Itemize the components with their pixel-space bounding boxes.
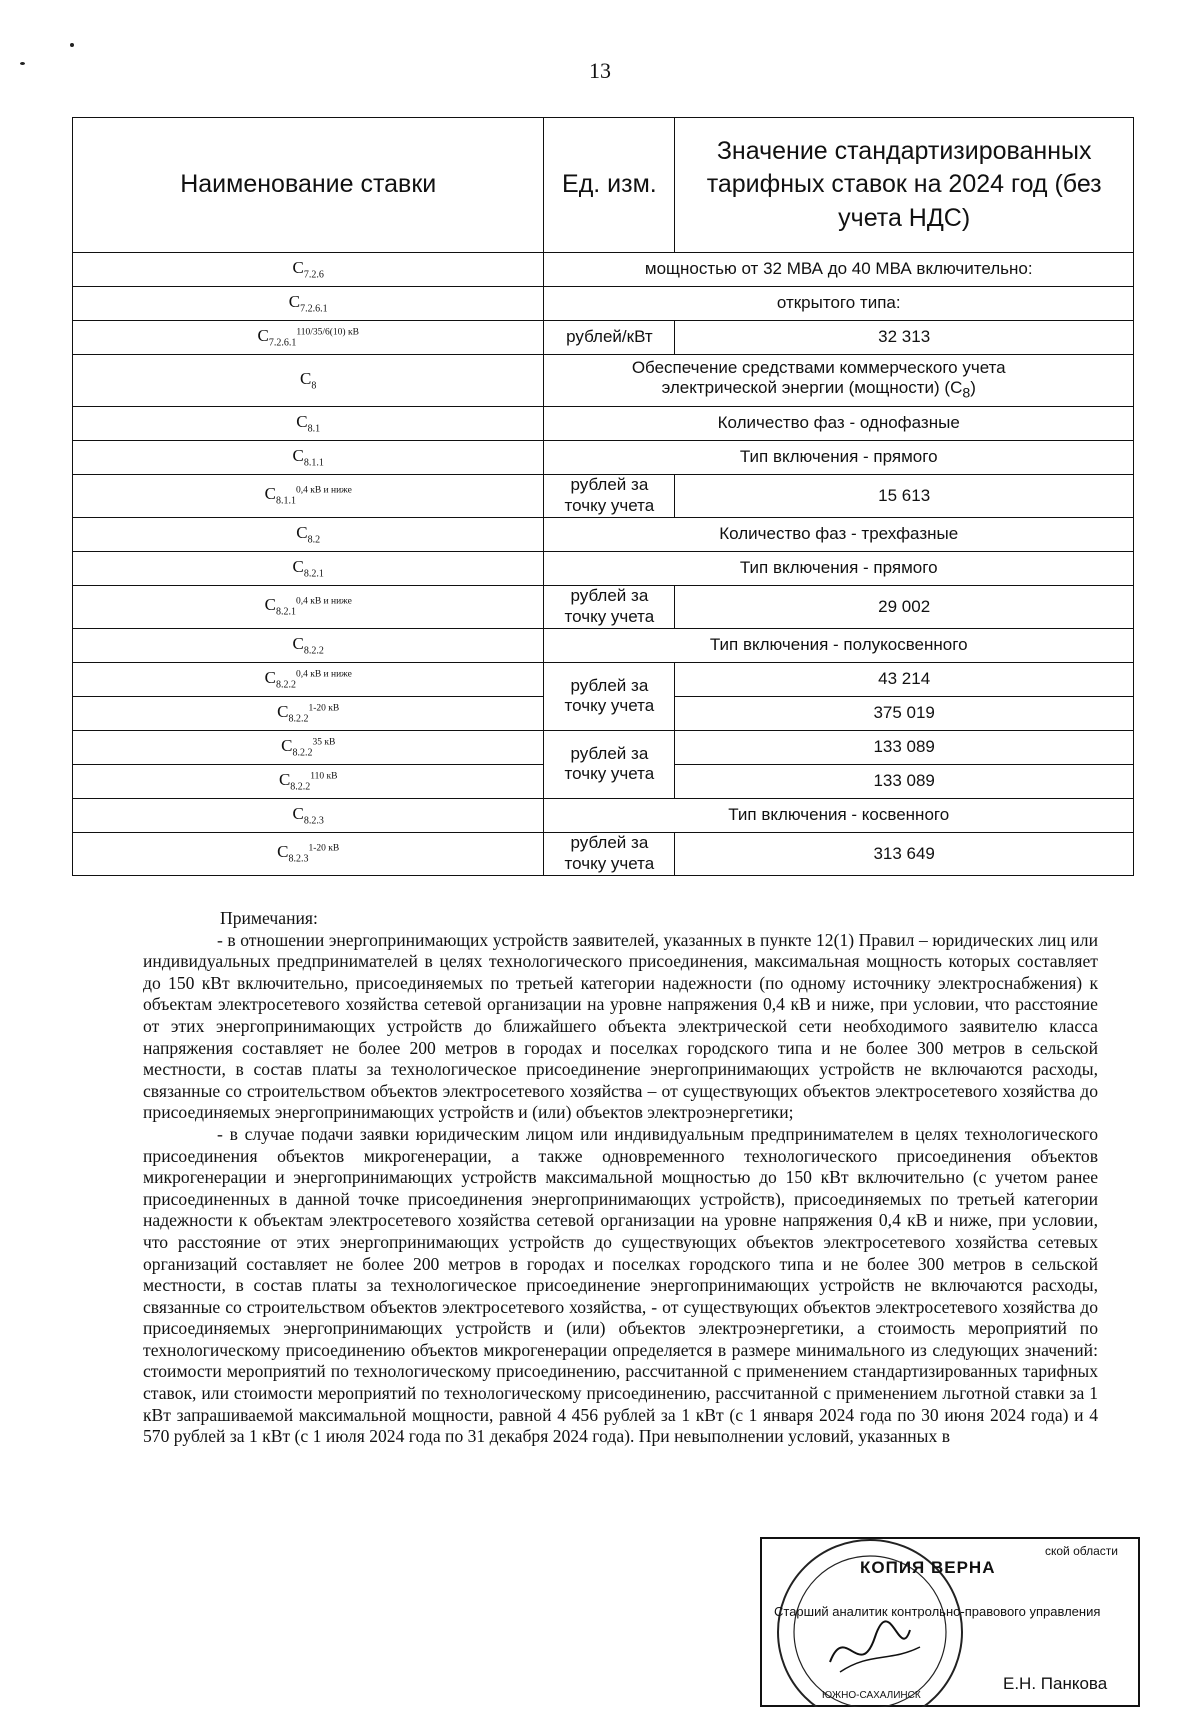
header-unit: Ед. изм. (544, 118, 675, 253)
notes-section (143, 908, 1098, 1448)
table-row (73, 287, 1134, 321)
rate-group-label: Тип включения - полукосвенного (544, 628, 1134, 662)
table-row (73, 730, 1134, 764)
rate-value: 15 613 (675, 474, 1134, 517)
table-row (73, 355, 1134, 407)
scan-speck (70, 43, 74, 47)
header-value: Значение стандартизированных тарифных ставок на 2024 год (без учета НДС) (675, 118, 1134, 253)
stamp-org-line: ской области (1045, 1544, 1118, 1558)
rate-unit: рублей за точку учета (544, 662, 675, 730)
rate-group-label: мощностью от 32 МВА до 40 МВА включительно: (544, 253, 1134, 287)
header-rate-name: Наименование ставки (73, 118, 544, 253)
table-header-row (73, 118, 1134, 253)
rate-code: $С_{8.2.2}^{35 кВ}$ (73, 730, 544, 764)
rate-value: 133 089 (675, 764, 1134, 798)
table-row (73, 406, 1134, 440)
rate-code: $С_{8.1}$ (73, 406, 544, 440)
table-row (73, 474, 1134, 517)
rate-code: $С_{8.2.1}$ (73, 551, 544, 585)
rate-unit: рублей за точку учета (544, 474, 675, 517)
stamp-heading: КОПИЯ ВЕРНА (860, 1558, 996, 1577)
rate-unit: рублей за точку учета (544, 585, 675, 628)
rate-code: $С_{8.2.1}^{0,4 кВ и ниже}$ (73, 585, 544, 628)
table-row (73, 662, 1134, 696)
rate-code: $С_{7.2.6}$ (73, 253, 544, 287)
notes-title: Примечания: (220, 908, 318, 928)
stamp-seal-city: ЮЖНО-САХАЛИНСК (822, 1690, 921, 1701)
rate-group-label: Тип включения - прямого (544, 551, 1134, 585)
rate-value: 313 649 (675, 832, 1134, 875)
table-row (73, 551, 1134, 585)
rate-unit: рублей за точку учета (544, 832, 675, 875)
rate-group-label: Количество фаз - однофазные (544, 406, 1134, 440)
rate-value: 32 313 (675, 321, 1134, 355)
rate-unit: рублей/кВт (544, 321, 675, 355)
table-row (73, 517, 1134, 551)
rate-unit: рублей за точку учета (544, 730, 675, 798)
table-row (73, 832, 1134, 875)
tariff-rates-table (72, 117, 1134, 876)
table-row (73, 585, 1134, 628)
rate-code: $С_{7.2.6.1}$ (73, 287, 544, 321)
page-number: 13 (589, 58, 611, 83)
rate-value: 43 214 (675, 662, 1134, 696)
rate-code: $С_{8.2.2}^{0,4 кВ и ниже}$ (73, 662, 544, 696)
table-row (73, 798, 1134, 832)
rate-value: 29 002 (675, 585, 1134, 628)
rate-group-label: Тип включения - прямого (544, 440, 1134, 474)
rate-code: $С_{8.2.3}^{1-20 кВ}$ (73, 832, 544, 875)
rate-value: 375 019 (675, 696, 1134, 730)
table-row (73, 440, 1134, 474)
rate-code: $С_{8.2.2}^{1-20 кВ}$ (73, 696, 544, 730)
rate-code: $С_{8.1.1}^{0,4 кВ и ниже}$ (73, 474, 544, 517)
stamp-position: Старший аналитик контрольно-правового управления (774, 1604, 1101, 1619)
rate-group-label: Обеспечение средствами коммерческого учета электрической энергии (мощности) $(С_8)$ (544, 355, 1134, 407)
rate-code: $С_{8.2}$ (73, 517, 544, 551)
table-row (73, 321, 1134, 355)
scan-speck (20, 62, 25, 65)
notes-paragraph: - в отношении энергопринимающих устройств заявителей, указанных в пункте 12(1) Правил – юридических лиц или индивидуальных предпринимателей в целях технологического присоединения, максимальная мощность которых составляет до 150 кВт включительно, присоединяемых по третьей категории надежности (по одному источнику электроснабжения) к объектам электросетевого хозяйства сетевой организации на уровне напряжения 0,4 кВ и ниже, при условии, что расстояние от этих энергопринимающих устройств до ближайшего объекта электрической сети необходимого заявителю класса напряжения составляет не более 200 метров в городах и поселках городского типа и не более 300 метров в сельской местности, в состав платы за технологическое присоединение энергопринимающих устройств не включаются расходы, связанные со строительством объектов электросетевого хозяйства – от существующих объектов электросетевого хозяйства до присоединяемых энергопринимающих устройств и (или) объектов электроэнергетики; (143, 929, 1098, 1123)
stamp-name: Е.Н. Панкова (1003, 1674, 1108, 1693)
rate-code: $С_{8.1.1}$ (73, 440, 544, 474)
rate-code: $С_{8.2.3}$ (73, 798, 544, 832)
rate-code: $С_{8.2.2}$ (73, 628, 544, 662)
rate-group-label: Тип включения - косвенного (544, 798, 1134, 832)
table-row (73, 253, 1134, 287)
certification-stamp (760, 1512, 1140, 1707)
table-row (73, 628, 1134, 662)
rate-value: 133 089 (675, 730, 1134, 764)
rate-group-label: открытого типа: (544, 287, 1134, 321)
rate-code: $С_8$ (73, 355, 544, 407)
rate-group-label: Количество фаз - трехфазные (544, 517, 1134, 551)
notes-paragraph: - в случае подачи заявки юридическим лицом или индивидуальным предпринимателем в целях технологического присоединения объектов микрогенерации, а также одновременного технологического присоединения объектов микрогенерации и энергопринимающих устройств максимальной мощностью до 150 кВт включительно (с учетом ранее присоединенных в данной точке присоединения энергопринимающих устройств), присоединяемых по третьей категории надежности к объектам электросетевого хозяйства сетевой организации на уровне напряжения 0,4 кВ и ниже, при условии, что расстояние от этих энергопринимающих устройств до существующих объектов электросетевого хозяйства сетевых организаций составляет не более 200 метров в городах и поселках городского типа и не более 300 метров в сельской местности, в состав платы за технологическое присоединение энергопринимающих устройств не включаются расходы, связанные со строительством объектов электросетевого хозяйства, - от существующих объектов электросетевого хозяйства до присоединяемых энергопринимающих устройств и (или) объектов электроэнергетики, а стоимость мероприятий по технологическому присоединению объектов микрогенерации определяется в размере минимального из следующих значений: стоимости мероприятий по технологическому присоединению, рассчитанной с применением стандартизированных тарифных ставок, или стоимости мероприятий по технологическому присоединению, рассчитанной с применением льготной ставки за 1 кВт запрашиваемой максимальной мощности, равной 4 456 рублей за 1 кВт (с 1 января 2024 года по 30 июня 2024 года) и 4 570 рублей за 1 кВт (с 1 июля 2024 года по 31 декабря 2024 года). При невыполнении условий, указанных в (143, 1123, 1098, 1447)
rate-code: $С_{8.2.2}^{110 кВ}$ (73, 764, 544, 798)
rate-code: $С_{7.2.6.1}^{110/35/6(10) кВ}$ (73, 321, 544, 355)
